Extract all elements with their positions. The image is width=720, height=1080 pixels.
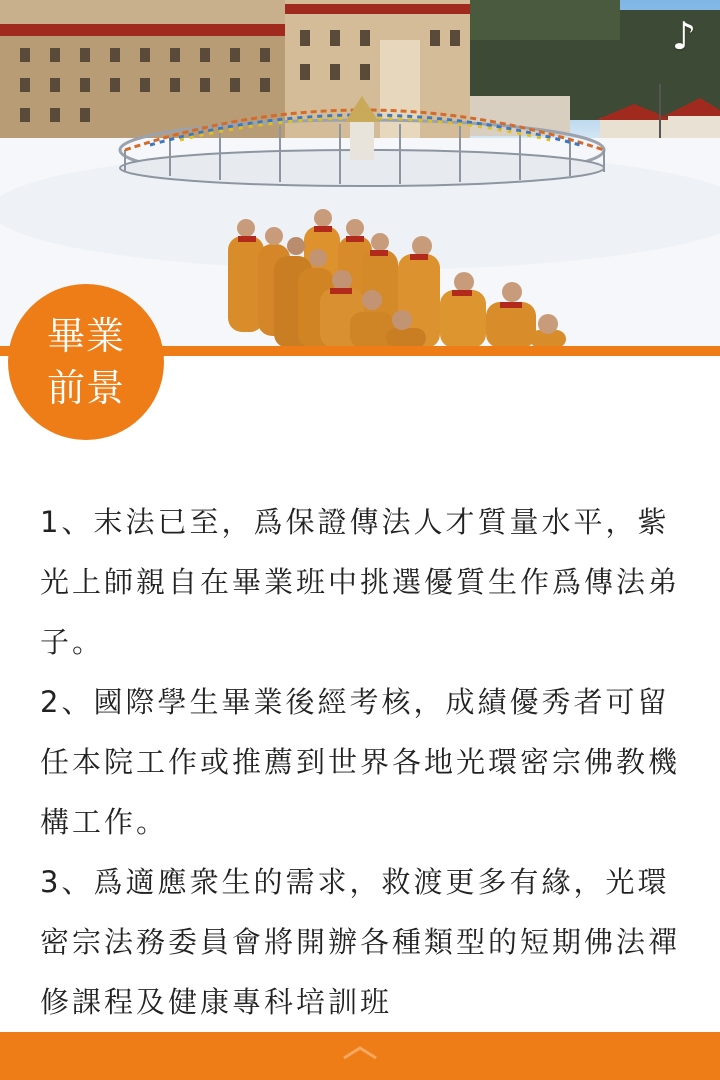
chevron-up-icon[interactable] [340,1044,380,1060]
music-toggle-button[interactable] [664,14,704,58]
paragraph-2: 2、國際學生畢業後經考核，成績優秀者可留任本院工作或推薦到世界各地光環密宗佛教機構工作。 [40,685,681,839]
footer-bar [0,1032,720,1080]
paragraph-3: 3、爲適應衆生的需求，救渡更多有緣，光環密宗法務委員會將開辦各種類型的短期佛法禪修課程及健康專科培訓班 [40,865,681,1019]
badge-line-1: 畢業 [46,314,125,358]
badge-line-2: 前景 [46,366,125,410]
music-note-icon: ♪ [671,14,697,58]
section-badge [8,284,164,440]
paragraph-1: 1、末法已至，爲保證傳法人才質量水平，紫光上師親自在畢業班中挑選優質生作爲傳法弟子。 [40,505,681,659]
article-body [40,492,690,1032]
